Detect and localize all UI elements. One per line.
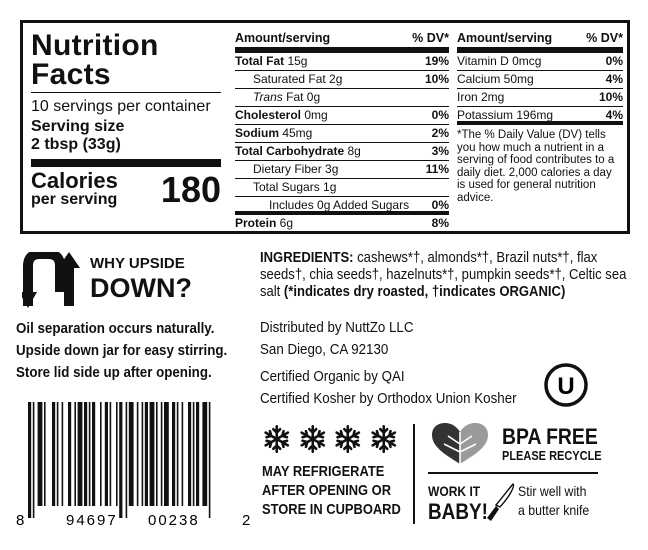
certifications: [260, 366, 517, 410]
barcode-bar: [126, 402, 128, 518]
nutrient-row: [235, 53, 449, 71]
vertical-divider: [413, 424, 415, 524]
nutrient-name: Total Fat: [235, 54, 285, 68]
barcode-bar: [100, 402, 102, 506]
upside-down-title-large: DOWN?: [90, 273, 192, 303]
nutrient-amount: 0mg: [301, 108, 328, 122]
storage-line: AFTER OPENING OR: [262, 482, 392, 499]
barcode-bar: [142, 402, 144, 506]
nutrient-name: Total Carbohydrate: [235, 144, 345, 158]
recycle-text: PLEASE RECYCLE: [502, 449, 602, 463]
daily-value-footnote: *The % Daily Value (DV) tells you how much a nutrient in a serving of food contributes to a daily diet. 2,000 calories a day is used for general nutrition advice.: [457, 129, 615, 204]
nutrient-row: [235, 197, 449, 215]
nutrient-table-header: [235, 31, 449, 53]
barcode-bar: [202, 402, 207, 506]
vitamin-amount: Vitamin D 0mcg: [457, 54, 542, 68]
vitamin-row: [457, 71, 623, 89]
barcode-bar: [105, 402, 108, 506]
nutrient-row: [235, 107, 449, 125]
stir-line: a butter knife: [518, 502, 590, 518]
barcode-bar: [44, 402, 46, 506]
kosher-certification: Certified Kosher by Orthodox Union Kosher: [260, 391, 517, 407]
barcode-bar: [92, 402, 95, 506]
calories-sub-label: per serving: [31, 191, 118, 208]
vitamin-dv: 10%: [598, 90, 623, 104]
barcode-bar: [110, 402, 112, 506]
barcode-bar: [188, 402, 191, 506]
barcode-bars: [28, 402, 210, 518]
bpa-free-text: BPA FREE: [502, 424, 598, 449]
barcode-group-2: 00238: [148, 512, 200, 529]
distributor-info: [260, 317, 413, 361]
barcode-bar: [193, 402, 195, 506]
nutrient-name: Cholesterol: [235, 108, 302, 122]
nutrient-table: [235, 31, 449, 233]
vitamin-dv: 4%: [605, 72, 623, 86]
instruction-line: Upside down jar for easy stirring.: [16, 343, 228, 359]
vitamin-table: [457, 31, 623, 204]
snowflake-row: [262, 424, 398, 454]
header-amount: Amount/serving: [457, 31, 553, 45]
barcode-bar: [33, 402, 35, 518]
barcode-bar: [209, 402, 211, 518]
vitamin-amount: Potassium 196mg: [457, 108, 554, 122]
work-it-slogan: [428, 482, 488, 524]
upside-down-title-small: WHY UPSIDE: [90, 255, 185, 272]
nutrient-name: Protein: [235, 216, 277, 230]
snowflake-icon: [333, 424, 363, 454]
kosher-symbol-letter: U: [557, 373, 575, 400]
barcode-bar: [119, 402, 122, 518]
barcode-bar: [182, 402, 184, 506]
nutrient-row: [235, 179, 449, 197]
vitamin-dv: 0%: [605, 54, 623, 68]
vitamin-row: [457, 89, 623, 107]
serving-size: [31, 118, 221, 167]
barcode-bar: [52, 402, 55, 506]
stir-instructions: [518, 482, 589, 520]
barcode-bar: [89, 402, 91, 506]
barcode-bar: [161, 402, 163, 506]
barcode-bar: [137, 402, 139, 506]
nutrient-dv: 0%: [431, 108, 449, 122]
nutrient-amount: Fat 0g: [282, 90, 321, 104]
storage-line: STORE IN CUPBOARD: [262, 501, 401, 518]
barcode-bar: [156, 402, 158, 506]
nutrient-name: Trans: [253, 90, 283, 104]
nutrient-amount: Saturated Fat 2g: [253, 72, 343, 86]
nutrient-dv: 10%: [424, 72, 449, 86]
barcode-bar: [145, 402, 148, 506]
nutrition-title-line1: Nutrition: [31, 29, 159, 62]
barcode-bar: [78, 402, 83, 506]
upside-down-title: [90, 254, 192, 302]
barcode-bar: [62, 402, 64, 506]
barcode-bar: [129, 402, 134, 506]
vitamin-row: [457, 107, 623, 125]
butter-knife-icon: [484, 482, 518, 522]
vitamin-dv: 4%: [605, 108, 623, 122]
calories-label: Calories: [31, 168, 118, 193]
barcode-bar: [150, 402, 155, 506]
nutrient-dv: 0%: [431, 198, 449, 212]
barcode-bar: [68, 402, 71, 506]
header-dv: % DV*: [412, 31, 449, 45]
calories-value: 180: [160, 169, 221, 210]
nutrient-row: [235, 71, 449, 89]
nutrient-row: [235, 125, 449, 143]
header-amount: Amount/serving: [235, 31, 331, 45]
servings-per-container: 10 servings per container: [31, 98, 211, 115]
nutrient-dv: 8%: [431, 216, 449, 230]
ingredients-text: cashews*†, almonds*†, Brazil nuts*†, flax seeds†, chia seeds†, hazelnuts*†, pumpkin seeds*†, Celtic sea salt: [260, 250, 627, 300]
nutrition-summary: [31, 31, 221, 213]
barcode-bar: [84, 402, 87, 506]
storage-instructions: [262, 462, 401, 519]
barcode-bar: [74, 402, 76, 506]
nutrient-amount: 15g: [284, 54, 308, 68]
barcode-bar: [116, 402, 118, 506]
snowflake-icon: [369, 424, 399, 454]
nutrition-facts-panel: [20, 20, 630, 234]
distributor-name: Distributed by NuttZo LLC: [260, 320, 414, 336]
barcode-bar: [38, 402, 43, 506]
nutrient-name: Sodium: [235, 126, 279, 140]
upc-barcode: [14, 400, 254, 530]
calories-row: [31, 168, 221, 213]
work-it-line1: WORK IT: [428, 483, 481, 499]
ingredients-label: INGREDIENTS:: [260, 250, 354, 266]
distributor-address: San Diego, CA 92130: [260, 342, 389, 358]
heart-leaf-icon: [428, 422, 492, 466]
instruction-line: Store lid side up after opening.: [16, 365, 212, 381]
nutrient-row: [235, 89, 449, 107]
horizontal-divider: [428, 472, 598, 474]
kosher-ou-icon: [543, 362, 589, 408]
stir-line: Stir well with: [518, 483, 587, 499]
nutrient-row: [235, 161, 449, 179]
work-it-line2: BABY!: [428, 499, 488, 524]
ingredients-block: [260, 250, 629, 301]
barcode-group-1: 94697: [66, 512, 118, 529]
nutrient-row: [235, 143, 449, 161]
nutrient-row: [235, 215, 449, 233]
nutrition-title-line2: Facts: [31, 58, 111, 91]
organic-certification: Certified Organic by QAI: [260, 369, 405, 385]
upside-down-instructions: [16, 318, 227, 384]
ingredients-note: (*indicates dry roasted, †indicates ORGANIC): [283, 284, 566, 300]
nutrient-amount: Total Sugars 1g: [253, 180, 337, 194]
serving-size-value: 2 tbsp (33g): [31, 136, 121, 153]
nutrient-dv: 19%: [424, 54, 449, 68]
barcode-bar: [177, 402, 179, 506]
nutrient-amount: Dietary Fiber 3g: [253, 162, 339, 176]
nutrient-amount: 6g: [276, 216, 294, 230]
nutrient-dv: 2%: [431, 126, 449, 140]
barcode-bar: [172, 402, 175, 506]
nutrient-amount: 8g: [344, 144, 361, 158]
bpa-free-badge: [502, 426, 602, 464]
nutrient-amount: Includes 0g Added Sugars: [269, 198, 410, 212]
barcode-digit-right: 2: [242, 512, 251, 529]
barcode-bar: [57, 402, 59, 506]
header-dv: % DV*: [586, 31, 623, 45]
instruction-line: Oil separation occurs naturally.: [16, 321, 215, 337]
snowflake-icon: [298, 424, 328, 454]
vitamin-table-header: [457, 31, 623, 53]
upside-down-arrows-icon: [22, 252, 82, 308]
barcode-digit-left: 8: [16, 512, 25, 529]
vitamin-amount: Iron 2mg: [457, 90, 505, 104]
nutrient-amount: 45mg: [279, 126, 313, 140]
vitamin-amount: Calcium 50mg: [457, 72, 534, 86]
storage-line: MAY REFRIGERATE: [262, 463, 385, 480]
snowflake-icon: [262, 424, 292, 454]
serving-size-label: Serving size: [31, 118, 125, 135]
nutrient-dv: 11%: [425, 162, 449, 176]
nutrition-title: [31, 31, 221, 93]
vitamin-row: [457, 53, 623, 71]
barcode-bar: [196, 402, 199, 506]
barcode-bar: [164, 402, 169, 506]
nutrient-dv: 3%: [431, 144, 449, 158]
barcode-bar: [28, 402, 31, 518]
